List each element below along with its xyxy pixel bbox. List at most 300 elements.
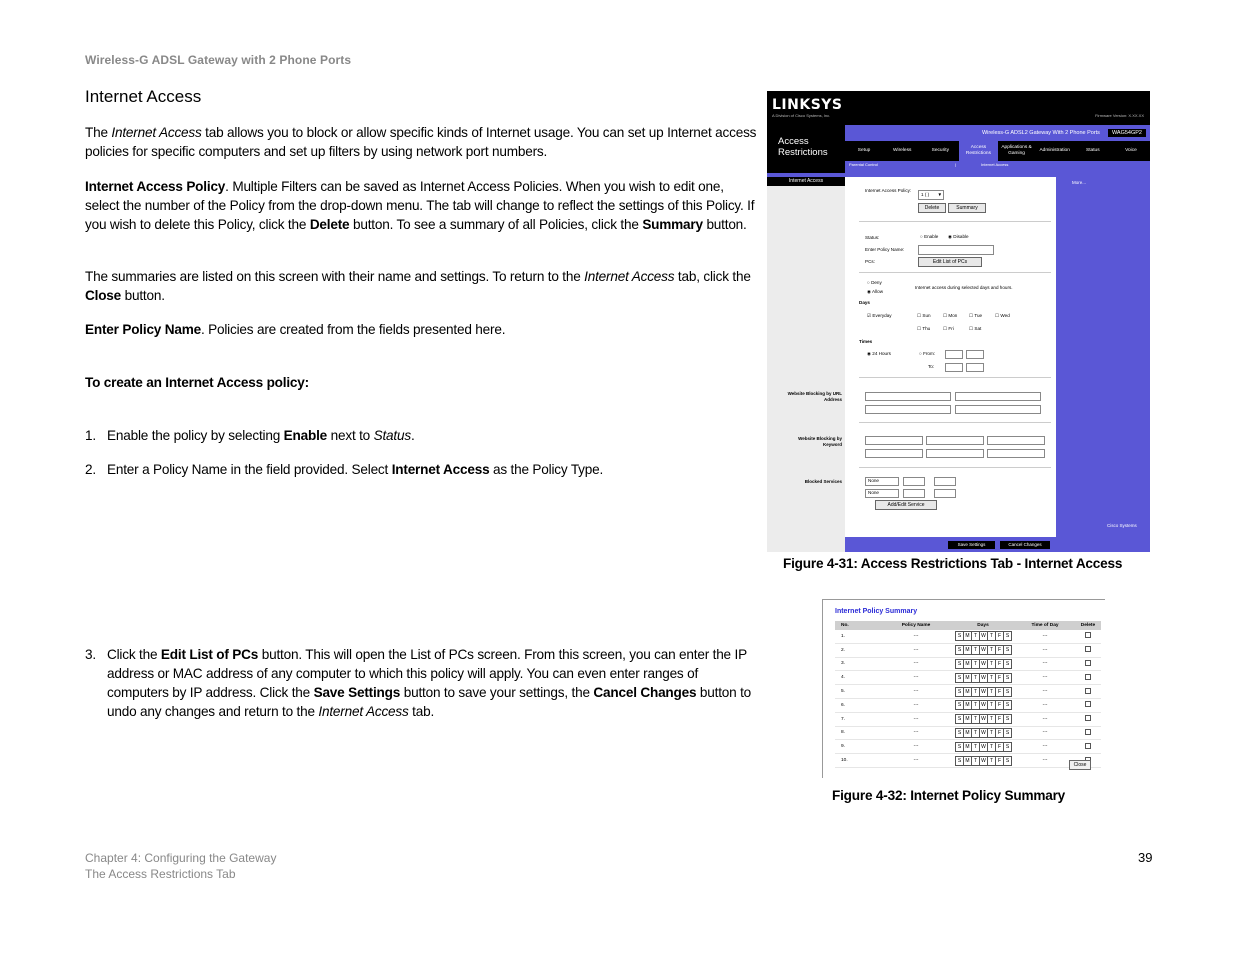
policy-name-input[interactable] (918, 245, 994, 255)
step-text (107, 645, 757, 721)
url-input-2[interactable] (955, 392, 1041, 401)
text-run: as the Policy Type. (489, 462, 604, 477)
policy-days (951, 754, 1015, 768)
policy-days (951, 671, 1015, 685)
delete-checkbox[interactable] (1085, 674, 1091, 680)
firmware-version: Firmware Version: X.XX.XX (1095, 113, 1144, 118)
left-header: Internet Access (767, 177, 845, 186)
checkbox-label: Fri (948, 326, 954, 331)
subtab-internet-access[interactable]: Internet Access (981, 162, 1009, 167)
label-website-url: Website Blocking by URL Address (787, 391, 842, 402)
day-box: T (987, 645, 996, 655)
day-box: S (955, 700, 964, 710)
allow-radio[interactable]: ◉ Allow (867, 289, 884, 294)
text-run: . (410, 428, 415, 443)
policy-select-value: 1 ( ) (921, 192, 930, 197)
keyword-input-3[interactable] (987, 436, 1045, 445)
model-number: WAG54GP2 (1108, 129, 1146, 137)
policy-time: --- (1015, 698, 1075, 712)
delete-checkbox[interactable] (1085, 743, 1091, 749)
text-run: . Multiple Filters can be saved as Internet Access Policies. When you wish to edit one, select the number of the Policy from the drop-down menu. The tab will change to reflect the settings of this Policy. If you wish to delete this Policy, click the (85, 179, 755, 232)
sat-checkbox[interactable]: ☐ Sat (969, 326, 982, 331)
day-box: F (995, 673, 1004, 683)
access-restrictions-screenshot (767, 91, 1150, 552)
subtab-parental-control[interactable]: Parental Control (849, 162, 878, 167)
day-box: S (955, 728, 964, 738)
policy-time: --- (1015, 643, 1075, 657)
day-box: W (979, 673, 988, 683)
policy-name: --- (881, 657, 951, 671)
delete-checkbox[interactable] (1085, 646, 1091, 652)
day-box: T (987, 714, 996, 724)
days-heading: Days (859, 300, 870, 305)
text-run: tab allows you to block or allow specific kinds of Internet usage. You can set up Internet access policies for specific computers and set up filters by using network port numbers. (85, 125, 757, 159)
divider (859, 467, 1051, 468)
radio-label: 24 Hours (872, 351, 891, 356)
delete-checkbox[interactable] (1085, 660, 1091, 666)
day-box: M (963, 728, 972, 738)
policy-time: --- (1015, 740, 1075, 754)
day-box: W (979, 645, 988, 655)
policy-time: --- (1015, 712, 1075, 726)
url-input-1[interactable] (865, 392, 951, 401)
checkbox-label: Everyday (872, 313, 892, 318)
table-row (835, 630, 1101, 643)
day-box: F (995, 631, 1004, 641)
checkbox-label: Sun (922, 313, 931, 318)
delete-cell (1075, 740, 1101, 754)
delete-cell (1075, 671, 1101, 685)
url-input-4[interactable] (955, 405, 1041, 414)
select-value: None (868, 490, 879, 495)
policy-label (865, 188, 911, 194)
delete-button[interactable]: Delete (918, 203, 946, 213)
policy-days (951, 643, 1015, 657)
policy-time: --- (1015, 657, 1075, 671)
blocked-service-select-1[interactable] (865, 477, 899, 486)
policy-name: --- (881, 630, 951, 643)
keyword-input-5[interactable] (926, 449, 984, 458)
port-end-input-1[interactable] (934, 477, 956, 486)
day-box: T (987, 659, 996, 669)
day-box: W (979, 700, 988, 710)
step-1 (85, 426, 757, 445)
linksys-top-bar (767, 91, 1150, 125)
day-box: T (971, 714, 980, 724)
day-box: S (955, 631, 964, 641)
allow-description: Internet access during selected days and hours. (915, 285, 1013, 290)
table-row (835, 657, 1101, 671)
tab-applications-gaming[interactable]: Applications & Gaming (1001, 145, 1032, 156)
section-title: Internet Access (85, 87, 202, 106)
section-label: Access Restrictions (767, 125, 845, 173)
day-box: S (1003, 687, 1012, 697)
policy-name: --- (881, 712, 951, 726)
text-run-italic: Internet Access (584, 269, 675, 284)
checkbox-label: Thu (922, 326, 931, 331)
day-box: S (1003, 742, 1012, 752)
sub-tabs (845, 161, 1150, 169)
day-box: S (955, 673, 964, 683)
day-box: W (979, 687, 988, 697)
day-box: T (971, 631, 980, 641)
day-box: M (963, 631, 972, 641)
policy-name: --- (881, 685, 951, 699)
keyword-input-2[interactable] (926, 436, 984, 445)
radio-label: Enable (924, 234, 939, 239)
text-run: button. To see a summary of all Policies, click the (349, 217, 643, 232)
url-input-3[interactable] (865, 405, 951, 414)
column-header: Days (951, 621, 1015, 630)
table-row (835, 726, 1101, 740)
day-box: T (971, 687, 980, 697)
cancel-changes-button[interactable]: Cancel Changes (1000, 541, 1050, 549)
day-box: T (971, 659, 980, 669)
day-box: M (963, 659, 972, 669)
policy-name: --- (881, 671, 951, 685)
from-radio[interactable]: ○ From: (919, 351, 936, 356)
to-label: To: (928, 364, 935, 369)
mon-checkbox[interactable]: ☐ Mon (943, 313, 958, 318)
policy-name: --- (881, 698, 951, 712)
close-button[interactable]: Close (1069, 760, 1091, 770)
policy-name-label: Enter Policy Name: (865, 247, 905, 252)
port-start-input-2[interactable] (903, 489, 925, 498)
policy-days (951, 657, 1015, 671)
label-blocked-services: Blocked Services (804, 479, 842, 484)
day-box: S (955, 659, 964, 669)
text-run-italic: Internet Access (318, 704, 409, 719)
text-run: button to undo any changes and return to the (107, 685, 752, 719)
column-header: Policy Name (881, 621, 951, 630)
text-run-bold: Delete (309, 217, 350, 232)
text-run-bold: Close (85, 288, 122, 303)
radio-label: Disable (953, 234, 969, 239)
delete-cell (1075, 698, 1101, 712)
policy-number: 7. (835, 712, 881, 726)
policy-time: --- (1015, 726, 1075, 740)
status-disable-radio[interactable]: ◉ Disable (948, 234, 969, 239)
delete-checkbox[interactable] (1085, 729, 1091, 735)
step-text (107, 426, 757, 445)
policy-name-paragraph (85, 320, 757, 339)
from-minute-select[interactable] (966, 350, 984, 359)
cisco-logo: Cisco Systems (1107, 523, 1137, 528)
times-heading: Times (859, 339, 873, 344)
tab-voice[interactable]: Voice (1125, 148, 1137, 153)
day-box: T (987, 756, 996, 766)
label-text: Internet Access Policy: (865, 188, 912, 193)
page-number: 39 (1138, 850, 1153, 865)
day-box: T (971, 742, 980, 752)
delete-checkbox[interactable] (1085, 701, 1091, 707)
status-label: Status: (865, 235, 880, 240)
footer-chapter: Chapter 4: Configuring the Gateway (85, 851, 277, 865)
column-header: No. (835, 621, 881, 630)
day-box: S (1003, 728, 1012, 738)
day-box: T (971, 645, 980, 655)
day-box: T (971, 728, 980, 738)
day-box: W (979, 728, 988, 738)
summary-table (835, 621, 1101, 768)
edit-list-of-pcs-button[interactable]: Edit List of PCs (918, 257, 982, 267)
day-box: F (995, 756, 1004, 766)
policy-paragraph (85, 177, 757, 234)
step-number: 2. (85, 462, 96, 477)
text-run-bold: Save Settings (313, 685, 401, 700)
policy-name: --- (881, 726, 951, 740)
text-run-bold: Cancel Changes (593, 685, 697, 700)
table-row (835, 712, 1101, 726)
day-box: S (1003, 673, 1012, 683)
policy-name: --- (881, 754, 951, 768)
text-run-bold: Enable (283, 428, 328, 443)
text-run: Click the (107, 647, 161, 662)
table-row (835, 740, 1101, 754)
policy-number: 9. (835, 740, 881, 754)
text-run: tab. (408, 704, 435, 719)
text-run-italic: Status (373, 428, 411, 443)
column-header: Delete (1075, 621, 1101, 630)
chevron-down-icon: ▼ (937, 192, 942, 197)
delete-checkbox[interactable] (1085, 715, 1091, 721)
policy-days (951, 740, 1015, 754)
sun-checkbox[interactable]: ☐ Sun (917, 313, 931, 318)
product-name: Wireless-G ADSL2 Gateway With 2 Phone Ports (981, 130, 1100, 136)
day-box: T (987, 673, 996, 683)
checkbox-label: Wed (1000, 313, 1010, 318)
delete-checkbox[interactable] (1085, 688, 1091, 694)
day-box: S (955, 645, 964, 655)
step-text (107, 460, 757, 479)
policy-days (951, 712, 1015, 726)
left-label-column (767, 177, 845, 552)
day-box: T (987, 700, 996, 710)
select-value: None (868, 478, 879, 483)
radio-label: Allow (872, 289, 884, 294)
divider (859, 377, 1051, 378)
product-bar (845, 125, 1150, 141)
policy-days (951, 726, 1015, 740)
day-box: F (995, 645, 1004, 655)
day-box: F (995, 659, 1004, 669)
policy-number: 4. (835, 671, 881, 685)
text-run-bold: Summary (642, 217, 703, 232)
policy-number: 6. (835, 698, 881, 712)
delete-cell (1075, 712, 1101, 726)
text-run-bold: Edit List of PCs (160, 647, 259, 662)
radio-label: Deny (871, 280, 882, 285)
day-box: F (995, 687, 1004, 697)
day-box: F (995, 728, 1004, 738)
text-run: button to save your settings, the (400, 685, 594, 700)
24-hours-radio[interactable]: ◉ 24 Hours (867, 351, 891, 356)
divider (859, 221, 1051, 222)
day-box: T (987, 687, 996, 697)
wed-checkbox[interactable]: ☐ Wed (995, 313, 1010, 318)
checkbox-label: Mon (948, 313, 958, 318)
day-box: T (971, 673, 980, 683)
status-enable-radio[interactable]: ○ Enable (920, 234, 939, 239)
day-box: S (955, 742, 964, 752)
text-run: button. This will open the List of PCs screen. From this screen, you can enter the IP address or MAC address of any computer to which this policy will apply. You can even enter ranges of computers by IP address. Click the (107, 647, 747, 700)
checkbox-label: Sat (974, 326, 982, 331)
subtab-separator: | (955, 162, 957, 167)
radio-label: From: (923, 351, 936, 356)
divider (859, 272, 1051, 273)
running-header: Wireless-G ADSL Gateway with 2 Phone Ports (85, 53, 352, 67)
checkbox-label: Tue (974, 313, 983, 318)
policy-name: --- (881, 643, 951, 657)
save-settings-button[interactable]: Save Settings (948, 541, 995, 549)
keyword-input-1[interactable] (865, 436, 923, 445)
from-hour-select[interactable] (945, 350, 963, 359)
table-header-row (835, 621, 1101, 630)
tab-wireless[interactable]: Wireless (892, 148, 912, 153)
footer-section: The Access Restrictions Tab (85, 867, 236, 881)
thu-checkbox[interactable]: ☐ Thu (917, 326, 931, 331)
label-website-keyword: Website Blocking by Keyword (798, 436, 842, 447)
port-end-input-2[interactable] (934, 489, 956, 498)
summary-button[interactable]: Summary (948, 203, 986, 213)
text-run-bold: Enter Policy Name (85, 322, 201, 337)
keyword-input-6[interactable] (987, 449, 1045, 458)
day-box: T (987, 728, 996, 738)
procedure-heading: To create an Internet Access policy: (85, 375, 309, 390)
day-box: M (963, 742, 972, 752)
step-2 (85, 460, 757, 479)
column-header: Time of Day (1015, 621, 1075, 630)
tab-status[interactable]: Status (1086, 148, 1100, 153)
policy-number: 3. (835, 657, 881, 671)
tab-setup[interactable]: Setup (857, 148, 871, 153)
policy-days (951, 698, 1015, 712)
policy-time: --- (1015, 685, 1075, 699)
day-box: S (1003, 659, 1012, 669)
table-row (835, 698, 1101, 712)
step-3 (85, 645, 757, 721)
policy-number: 8. (835, 726, 881, 740)
day-box: F (995, 742, 1004, 752)
port-start-input-1[interactable] (903, 477, 925, 486)
policy-time: --- (1015, 754, 1075, 768)
text-run: Enable the policy by selecting (107, 428, 284, 443)
policy-days (951, 630, 1015, 643)
settings-panel (845, 177, 1056, 537)
day-box: S (1003, 714, 1012, 724)
add-edit-service-button[interactable]: Add/Edit Service (875, 500, 937, 510)
day-box: F (995, 714, 1004, 724)
policy-number: 5. (835, 685, 881, 699)
policy-name: --- (881, 740, 951, 754)
help-column (1062, 177, 1150, 537)
step-number: 3. (85, 647, 96, 662)
summary-paragraph (85, 267, 757, 305)
main-tabs (845, 141, 1150, 161)
fri-checkbox[interactable]: ☐ Fri (943, 326, 954, 331)
policy-number: 2. (835, 643, 881, 657)
delete-cell (1075, 630, 1101, 643)
text-run: button. (702, 217, 747, 232)
delete-cell (1075, 657, 1101, 671)
policy-days (951, 685, 1015, 699)
day-box: W (979, 631, 988, 641)
deny-radio[interactable]: ○ Deny (867, 280, 882, 285)
linksys-logo: LINKSYS (772, 97, 843, 113)
delete-cell (1075, 685, 1101, 699)
day-box: M (963, 645, 972, 655)
day-box: S (1003, 631, 1012, 641)
delete-checkbox[interactable] (1085, 632, 1091, 638)
pcs-label: PCs: (865, 259, 875, 264)
day-box: W (979, 714, 988, 724)
text-run: The summaries are listed on this screen with their name and settings. To return to the (85, 269, 585, 284)
day-box: S (1003, 756, 1012, 766)
day-box: M (963, 714, 972, 724)
summary-title: Internet Policy Summary (835, 608, 918, 615)
intro-paragraph (85, 123, 757, 161)
delete-cell (1075, 643, 1101, 657)
day-box: T (987, 631, 996, 641)
table-row (835, 754, 1101, 768)
day-box: S (1003, 645, 1012, 655)
policy-number: 10. (835, 754, 881, 768)
text-run-bold: Internet Access Policy (85, 179, 226, 194)
day-box: S (955, 687, 964, 697)
internet-policy-summary-screenshot (822, 599, 1105, 778)
policy-select[interactable] (918, 190, 944, 200)
step-number: 1. (85, 428, 96, 443)
day-box: W (979, 756, 988, 766)
to-hour-select[interactable] (945, 363, 963, 372)
day-box: S (1003, 700, 1012, 710)
text-run: Enter a Policy Name in the field provided. Select (107, 462, 392, 477)
tab-administration[interactable]: Administration (1039, 148, 1070, 153)
day-box: T (987, 742, 996, 752)
table-row (835, 671, 1101, 685)
day-box: W (979, 742, 988, 752)
tue-checkbox[interactable]: ☐ Tue (969, 313, 983, 318)
day-box: S (955, 756, 964, 766)
everyday-checkbox[interactable]: ☑ Everyday (867, 313, 892, 318)
more-link[interactable]: More... (1072, 180, 1087, 185)
day-box: M (963, 700, 972, 710)
day-box: W (979, 659, 988, 669)
figure-caption: Figure 4-32: Internet Policy Summary (832, 788, 1066, 803)
figure-caption: Figure 4-31: Access Restrictions Tab - Internet Access (783, 556, 1123, 571)
day-box: M (963, 687, 972, 697)
logo-subtitle: A Division of Cisco Systems, Inc. (772, 113, 831, 118)
day-box: M (963, 673, 972, 683)
tab-security[interactable]: Security (931, 148, 949, 153)
day-box: S (955, 714, 964, 724)
day-box: T (971, 756, 980, 766)
tab-access-restrictions[interactable]: Access Restrictions (959, 141, 997, 161)
day-box: T (971, 700, 980, 710)
table-row (835, 643, 1101, 657)
day-box: F (995, 700, 1004, 710)
table-row (835, 685, 1101, 699)
policy-time: --- (1015, 630, 1075, 643)
to-minute-select[interactable] (966, 363, 984, 372)
policy-number: 1. (835, 630, 881, 643)
keyword-input-4[interactable] (865, 449, 923, 458)
text-run: The (85, 125, 112, 140)
divider (859, 422, 1051, 423)
text-run-bold: Internet Access (391, 462, 490, 477)
text-run: . Policies are created from the fields presented here. (200, 322, 506, 337)
blocked-service-select-2[interactable] (865, 489, 899, 498)
